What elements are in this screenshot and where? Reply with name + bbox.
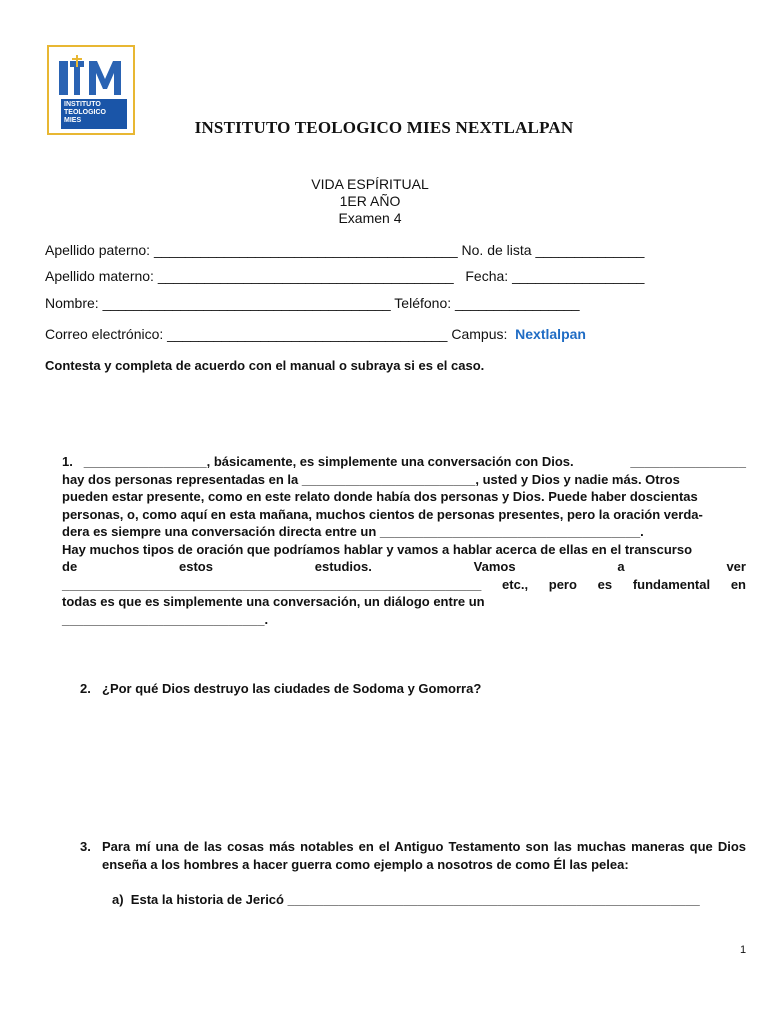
q3-item-a: [112, 891, 746, 909]
q1-number: 1.: [62, 454, 73, 469]
q1-line: Hay muchos tipos de oración que podríamos hablar y vamos a hablar acerca de ellas en el transcurso: [62, 541, 693, 557]
field-correo-label: Correo electrónico: ____________________________________ Campus:: [45, 326, 516, 342]
q1-word: a: [617, 559, 625, 574]
q3-item-a-text[interactable]: Esta la historia de Jericó _________________________________________________________: [130, 892, 700, 907]
q1-text: _________________, básicamente, es simplemente una conversación con Dios.: [83, 454, 574, 469]
q1-word: en: [730, 576, 746, 592]
q1-word: de: [62, 559, 78, 574]
exam-label: Examen 4: [338, 210, 402, 226]
logo-band-line: INSTITUTO: [64, 101, 101, 108]
q3-number: 3.: [80, 839, 91, 854]
field-apellido-materno-fecha[interactable]: Apellido materno: ______________________________________ Fecha: _________________: [45, 268, 645, 284]
q1-line: hay dos personas representadas en la ________________________, usted y Dios y nadie más. Otros: [62, 471, 680, 487]
q1-line: personas, o, como aquí en esta mañana, muchos cientos de personas presentes, pero la oración verda-: [62, 506, 703, 522]
q1-line: todas es que es simplemente una conversación, un diálogo entre un: [62, 594, 485, 609]
question-1: [62, 453, 746, 628]
q1-word: estudios.: [314, 559, 372, 574]
logo-letters-graphic: [55, 53, 129, 99]
q1-word: Vamos: [473, 559, 516, 574]
field-correo-campus[interactable]: [45, 326, 586, 342]
field-apellido-paterno-lista[interactable]: Apellido paterno: _______________________________________ No. de lista ______________: [45, 242, 645, 258]
q2-text: ¿Por qué Dios destruyo las ciudades de Sodoma y Gomorra?: [102, 681, 482, 696]
field-nombre-telefono[interactable]: Nombre: _____________________________________ Teléfono: ________________: [45, 295, 580, 311]
q1-word: estos: [178, 559, 213, 574]
exam-instructions: Contesta y completa de acuerdo con el manual o subraya si es el caso.: [45, 358, 485, 373]
q1-line: dera es siempre una conversación directa entre un ____________________________________.: [62, 524, 644, 539]
q3-text: Para mí una de las cosas más notables en el Antiguo Testamento son las muchas maneras que Dios enseña a los hombres a hacer guerra como ejemplo a nosotros de como Él las pelea:: [102, 839, 746, 872]
q1-word: pero: [548, 576, 577, 592]
q1-word: fundamental: [632, 576, 711, 592]
campus-value: Nextlalpan: [515, 326, 586, 342]
q1-word: ver: [726, 559, 746, 574]
q1-blank[interactable]: ____________________________.: [62, 611, 269, 627]
logo-band-line: MIES: [64, 117, 82, 124]
q1-line: [62, 576, 746, 594]
q1-word: etc.,: [502, 576, 529, 592]
q2-number: 2.: [80, 681, 91, 696]
page-number: 1: [740, 944, 747, 956]
q1-line: [62, 453, 746, 471]
q1-line: pueden estar presente, como en este relato donde había dos personas y Dios. Puede haber doscientas: [62, 489, 698, 504]
logo-band-line: TEOLOGICO: [64, 109, 106, 116]
question-2: [80, 680, 746, 698]
year-label: 1ER AÑO: [339, 193, 401, 209]
subject-title: VIDA ESPÍRITUAL: [311, 176, 429, 192]
q1-blank[interactable]: ________________: [630, 454, 746, 469]
q3-item-a-label: a): [112, 892, 124, 907]
q1-blank[interactable]: __________________________________________________________: [62, 576, 482, 592]
q1-line: [62, 558, 746, 576]
institute-title: INSTITUTO TEOLOGICO MIES NEXTLALPAN: [194, 118, 574, 137]
question-3: [80, 838, 746, 873]
q1-word: es: [597, 576, 613, 592]
